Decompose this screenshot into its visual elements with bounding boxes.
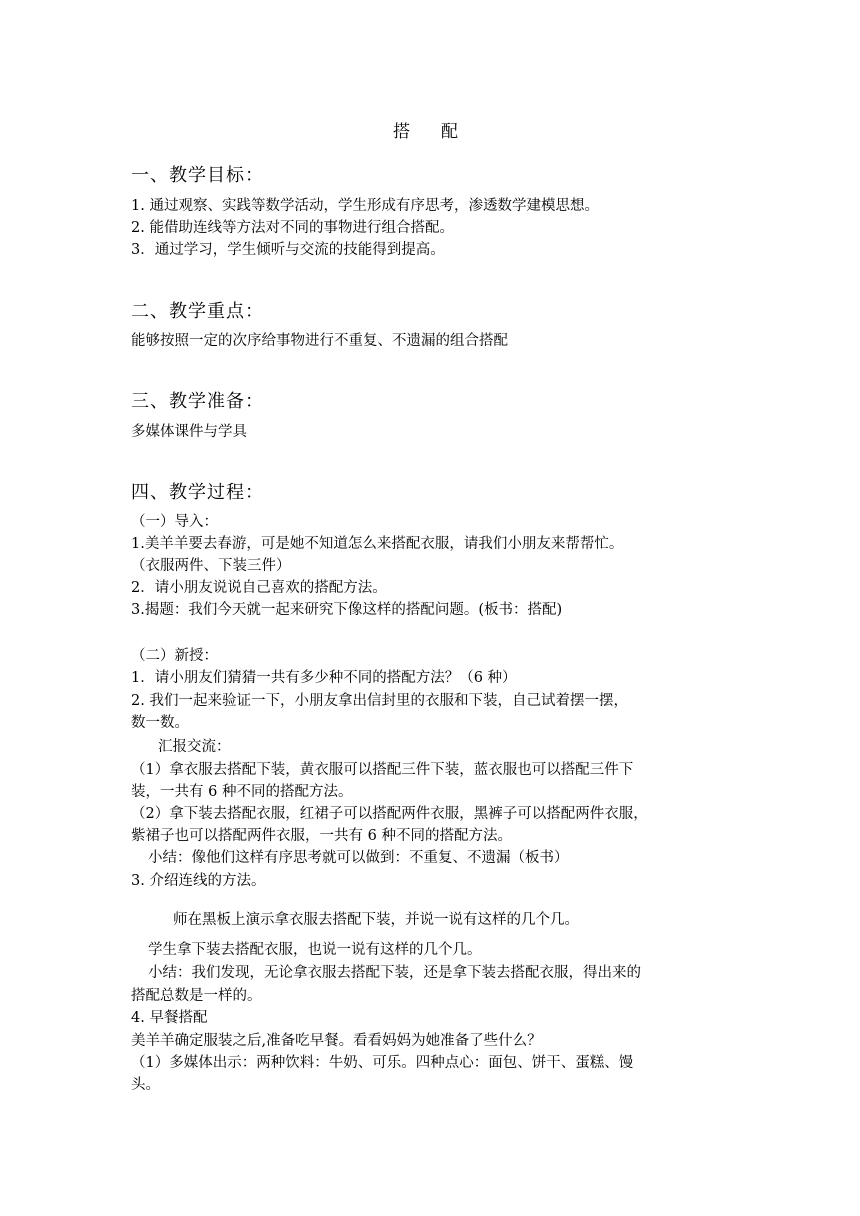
intro-line-1: 1.美羊羊要去春游，可是她不知道怎么来搭配衣服，请我们小朋友来帮帮忙。 (131, 536, 624, 552)
intro-label: （一）导入： (131, 514, 218, 530)
new-line-7: （2）拿下装去搭配衣服，红裙子可以搭配两件衣服，黑裤子可以搭配两件衣服， (131, 806, 648, 822)
new-line-8: 紫裙子也可以搭配两件衣服，一共有 6 种不同的搭配方法。 (131, 828, 512, 844)
new-line-5: （1）拿衣服去搭配下装，黄衣服可以搭配三件下装，蓝衣服也可以搭配三件下 (131, 762, 634, 778)
key-text: 能够按照一定的次序给事物进行不重复、不遗漏的组合搭配 (131, 333, 508, 349)
title-char-2: 配 (441, 122, 459, 142)
new-line-1: 1．请小朋友们猜猜一共有多少种不同的搭配方法？（6 种） (131, 670, 517, 686)
document-title (393, 117, 459, 142)
prep-text: 多媒体课件与学具 (131, 424, 247, 440)
intro-line-2: （衣服两件、下装三件） (131, 558, 291, 574)
key-heading: 二、教学重点： (131, 301, 264, 322)
prep-heading: 三、教学准备： (131, 391, 264, 412)
new-label: （二）新授： (131, 648, 218, 664)
goals-heading: 一、教学目标： (131, 165, 264, 186)
new-line-12: 学生拿下装去搭配衣服，也说一说有这样的几个几。 (148, 942, 482, 958)
goal-item-3: 3．通过学习，学生倾听与交流的技能得到提高。 (131, 242, 445, 258)
new-line-9: 小结：像他们这样有序思考就可以做到：不重复、不遗漏（板书） (148, 850, 569, 866)
new-line-18: 头。 (131, 1077, 160, 1093)
new-line-16: 美羊羊确定服装之后,准备吃早餐。看看妈妈为她准备了些什么？ (131, 1033, 542, 1049)
goal-item-1: 1. 通过观察、实践等数学活动，学生形成有序思考，渗透数学建模思想。 (131, 198, 599, 214)
new-line-15: 4. 早餐搭配 (131, 1010, 208, 1026)
new-line-4: 汇报交流： (158, 739, 231, 755)
new-line-6: 装，一共有 6 种不同的搭配方法。 (131, 784, 353, 800)
new-line-3: 数一数。 (131, 715, 189, 731)
goal-item-2: 2. 能借助连线等方法对不同的事物进行组合搭配。 (131, 220, 454, 236)
new-line-11: 师在黑板上演示拿衣服去搭配下装，并说一说有这样的几个几。 (173, 912, 579, 928)
intro-line-3: 2．请小朋友说说自己喜欢的搭配方法。 (131, 580, 387, 596)
new-line-13: 小结：我们发现，无论拿衣服去搭配下装，还是拿下装去搭配衣服，得出来的 (148, 965, 641, 981)
intro-line-4: 3.揭题：我们今天就一起来研究下像这样的搭配问题。(板书：搭配) (131, 602, 563, 618)
new-line-17: （1）多媒体出示：两种饮料：牛奶、可乐。四种点心：面包、饼干、蛋糕、馒 (131, 1055, 634, 1071)
new-line-2: 2. 我们一起来验证一下，小朋友拿出信封里的衣服和下装，自己试着摆一摆， (131, 693, 628, 709)
new-line-10: 3. 介绍连线的方法。 (131, 873, 266, 889)
process-heading: 四、教学过程： (131, 482, 264, 503)
new-line-14: 搭配总数是一样的。 (131, 988, 262, 1004)
title-char-1: 搭 (393, 122, 411, 142)
